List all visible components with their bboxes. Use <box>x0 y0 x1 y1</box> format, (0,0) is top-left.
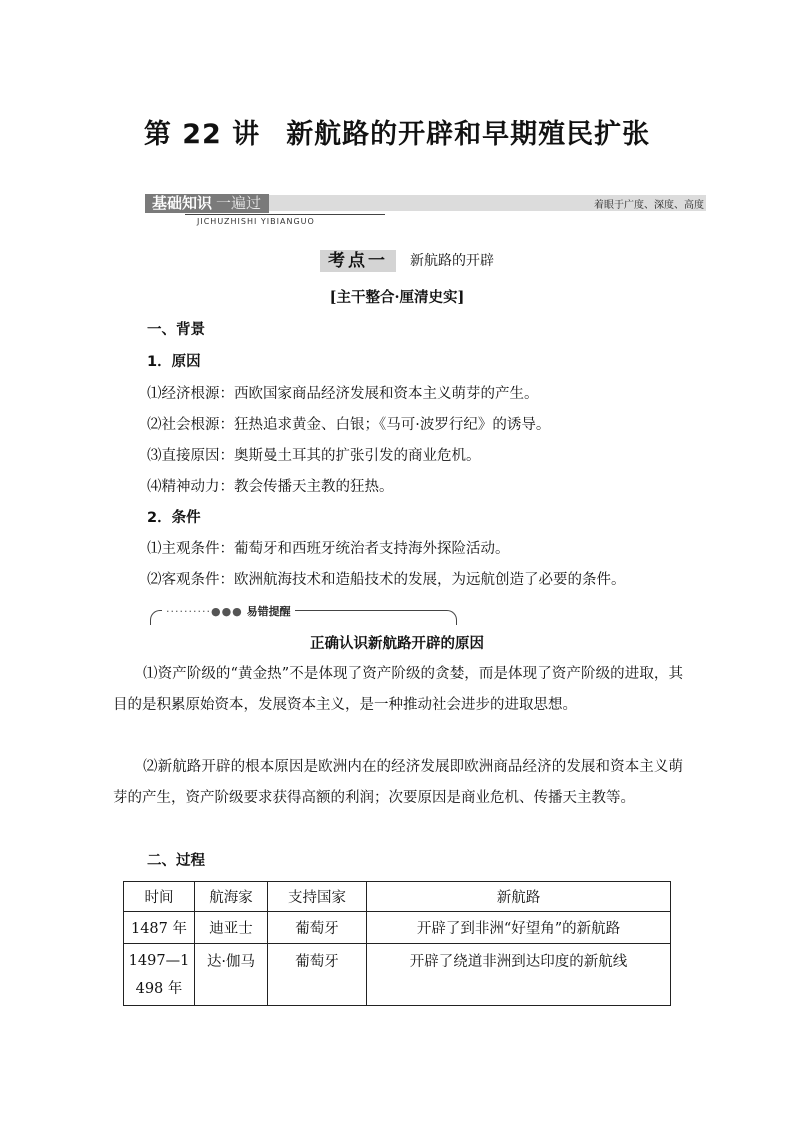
cell-country: 葡萄牙 <box>268 944 367 1006</box>
tip-label: 易错提醒 <box>246 605 291 618</box>
section-banner <box>145 195 706 229</box>
banner-tag <box>145 194 269 213</box>
cause-item: ⑶直接原因：奥斯曼土耳其的扩张引发的商业危机。 <box>147 448 481 464</box>
banner-tag-light: 一遍过 <box>216 194 262 212</box>
cell-navigator: 迪亚士 <box>195 912 268 944</box>
background-heading: 一、背景 <box>147 322 205 338</box>
route-table <box>123 881 671 1006</box>
tip-box <box>150 606 455 624</box>
section-header: [主干整合·厘清史实] <box>329 289 465 306</box>
banner-underline <box>185 214 385 215</box>
lecture-number: 第 22 讲 <box>143 119 261 150</box>
banner-pinyin: JICHUZHISHI YIBIANGUO <box>197 217 315 226</box>
banner-right-text: 着眼于广度、深度、高度 <box>594 200 704 211</box>
cause-item: ⑷精神动力：教会传播天主教的狂热。 <box>147 479 394 495</box>
condition-item: ⑵客观条件：欧洲航海技术和造船技术的发展，为远航创造了必要的条件。 <box>147 572 626 588</box>
condition-item: ⑴主观条件：葡萄牙和西班牙统治者支持海外探险活动。 <box>147 541 510 557</box>
cell-navigator: 达·伽马 <box>195 944 268 1006</box>
col-header-navigator: 航海家 <box>195 882 268 912</box>
point-header <box>320 250 494 274</box>
cell-time-line2: 498 年 <box>135 980 183 997</box>
cell-time: 1487 年 <box>124 912 195 944</box>
cell-route: 开辟了到非洲“好望角”的新航路 <box>367 912 671 944</box>
point-label: 考点一 <box>320 250 396 272</box>
cause-item: ⑵社会根源：狂热追求黄金、白银；《马可·波罗行纪》的诱导。 <box>147 417 551 433</box>
table-row <box>124 944 671 1006</box>
page-title <box>0 112 794 151</box>
tip-paragraph: ⑵新航路开辟的根本原因是欧洲内在的经济发展即欧洲商品经济的发展和资本主义萌芽的产生，资产阶级要求获得高额的利润；次要原因是商业危机、传播天主教等。 <box>113 759 683 806</box>
tip-paragraph: ⑴资产阶级的“黄金热”不是体现了资产阶级的贪婪，而是体现了资产阶级的进取，其目的是积累原始资本，发展资本主义，是一种推动社会进步的进取思想。 <box>113 666 683 713</box>
table-header-row <box>124 882 671 912</box>
cause-item: ⑴经济根源：西欧国家商品经济发展和资本主义萌芽的产生。 <box>147 386 539 402</box>
col-header-country: 支持国家 <box>268 882 367 912</box>
cell-time-line1: 1497—1 <box>128 952 190 969</box>
point-subtitle: 新航路的开辟 <box>410 253 494 269</box>
cell-time <box>124 944 195 1006</box>
cell-country: 葡萄牙 <box>268 912 367 944</box>
table-row <box>124 912 671 944</box>
tip-heading: 正确认识新航路开辟的原因 <box>310 635 484 652</box>
tip-label-wrap: ··········●●● 易错提醒 <box>162 603 295 619</box>
causes-heading: 1．原因 <box>147 354 201 370</box>
col-header-time: 时间 <box>124 882 195 912</box>
banner-tag-bold: 基础知识 <box>152 194 213 212</box>
lecture-title: 新航路的开辟和早期殖民扩张 <box>286 119 651 150</box>
cell-route: 开辟了绕道非洲到达印度的新航线 <box>367 944 671 1006</box>
col-header-route: 新航路 <box>367 882 671 912</box>
conditions-heading: 2．条件 <box>147 510 201 526</box>
process-heading: 二、过程 <box>147 853 205 869</box>
